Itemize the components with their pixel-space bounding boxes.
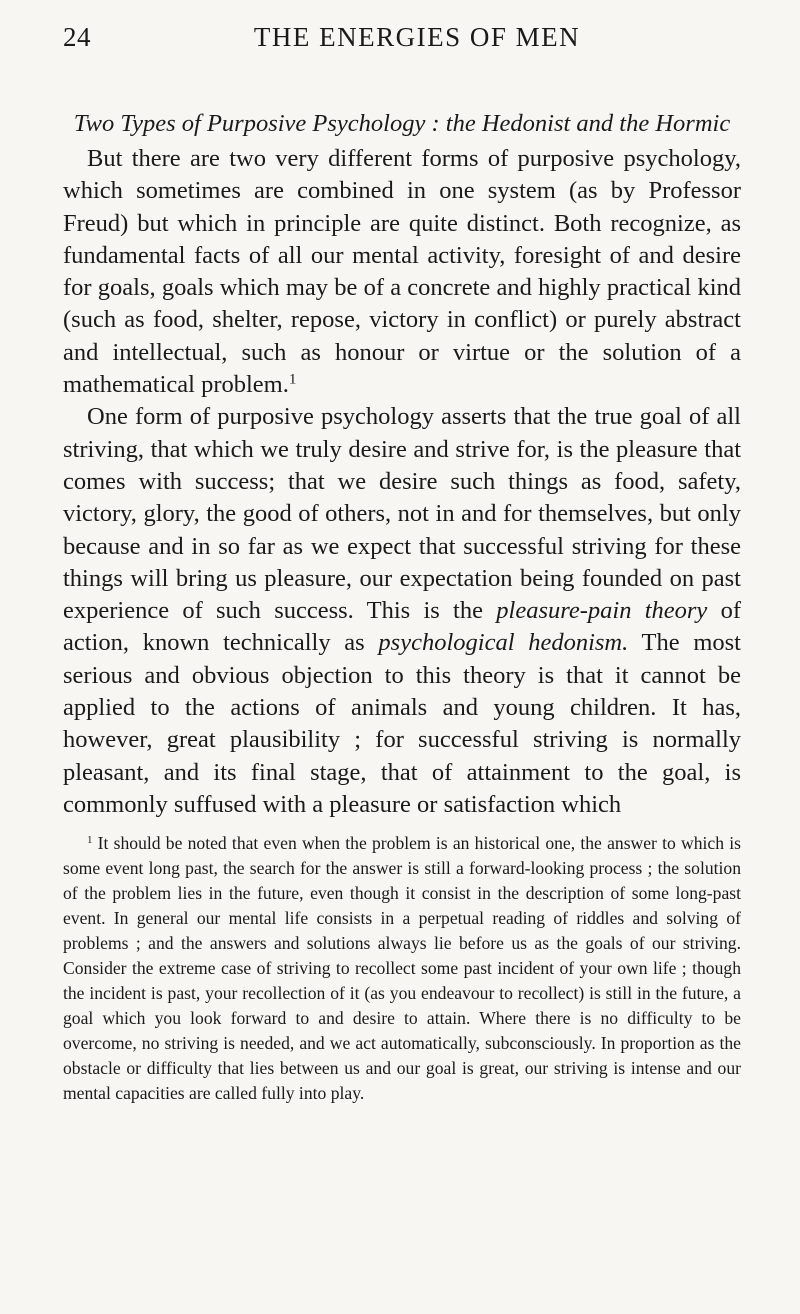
paragraph-2-text-a: One form of purposive psychology asserts that the true goal of all striving, that which we truly desire and strive for, is the pleasure that comes with success; that we desire such things as food, safety, victory, glory, the good of others, not in and for themselves, but only because and in so far as we expect that successful striving for these things will bring us pleasure, our expectation being founded on past experience of such success. This is the <box>63 403 741 625</box>
footnote <box>63 831 741 1106</box>
paragraph-1 <box>63 143 741 401</box>
running-title: THE ENERGIES OF MEN <box>253 22 581 52</box>
footnote-text: It should be noted that even when the problem is an historical one, the answer to which is some event long past, the search for the answer is still a forward-looking process ; the solution of the problem lies in the future, even though it consist in the description of some long-past event. In general our mental life consists in a perpetual reading of riddles and solving of problems ; and the answers and solutions always lie before us as the goals of our striving. Consider the extreme case of striving to recollect some past incident of your own life ; though the incident is past, your recollection of it (as you endeavour to recollect) is still in the future, a goal which you look forward to and desire to attain. Where there is no difficulty to be overcome, no striving is needed, and we act automatically, subconsciously. In proportion as the obstacle or difficulty that lies between us and our goal is great, our striving is intense and our mental capacities are called fully into play. <box>63 833 741 1104</box>
paragraph-2-text-b: of action, known technically as <box>63 597 741 657</box>
page-content <box>63 16 741 1106</box>
term-pleasure-pain-theory: pleasure-pain theory <box>496 597 708 625</box>
running-head <box>63 16 741 64</box>
body-text <box>63 143 741 821</box>
paragraph-2 <box>63 401 741 821</box>
page-number: 24 <box>63 22 91 52</box>
term-psychological-hedonism: psychological hedonism. <box>378 629 629 657</box>
paragraph-2-text-c: The most serious and obvious objection to this theory is that it cannot be applied to the actions of animals and young children. It has, however, great plausibility ; for successful striving is normally pleasant, and its final stage, that of attainment to the goal, is commonly suffused with a pleasure or satisfaction which <box>63 629 741 818</box>
section-heading: Two Types of Purposive Psychology : the Hedonist and the Hormic <box>73 110 731 137</box>
paragraph-1-text: But there are two very different forms of purposive psychology, which sometimes are combined in one system (as by Professor Freud) but which in principle are quite distinct. Both recognize, as fundamental facts of all our mental activity, foresight of and desire for goals, goals which may be of a concrete and highly practical kind (such as food, shelter, repose, victory in conflict) or purely abstract and intellectual, such as honour or virtue or the solution of a mathematical problem. <box>63 145 741 399</box>
footnote-marker: 1 <box>87 834 93 847</box>
footnote-reference: 1 <box>288 370 297 388</box>
